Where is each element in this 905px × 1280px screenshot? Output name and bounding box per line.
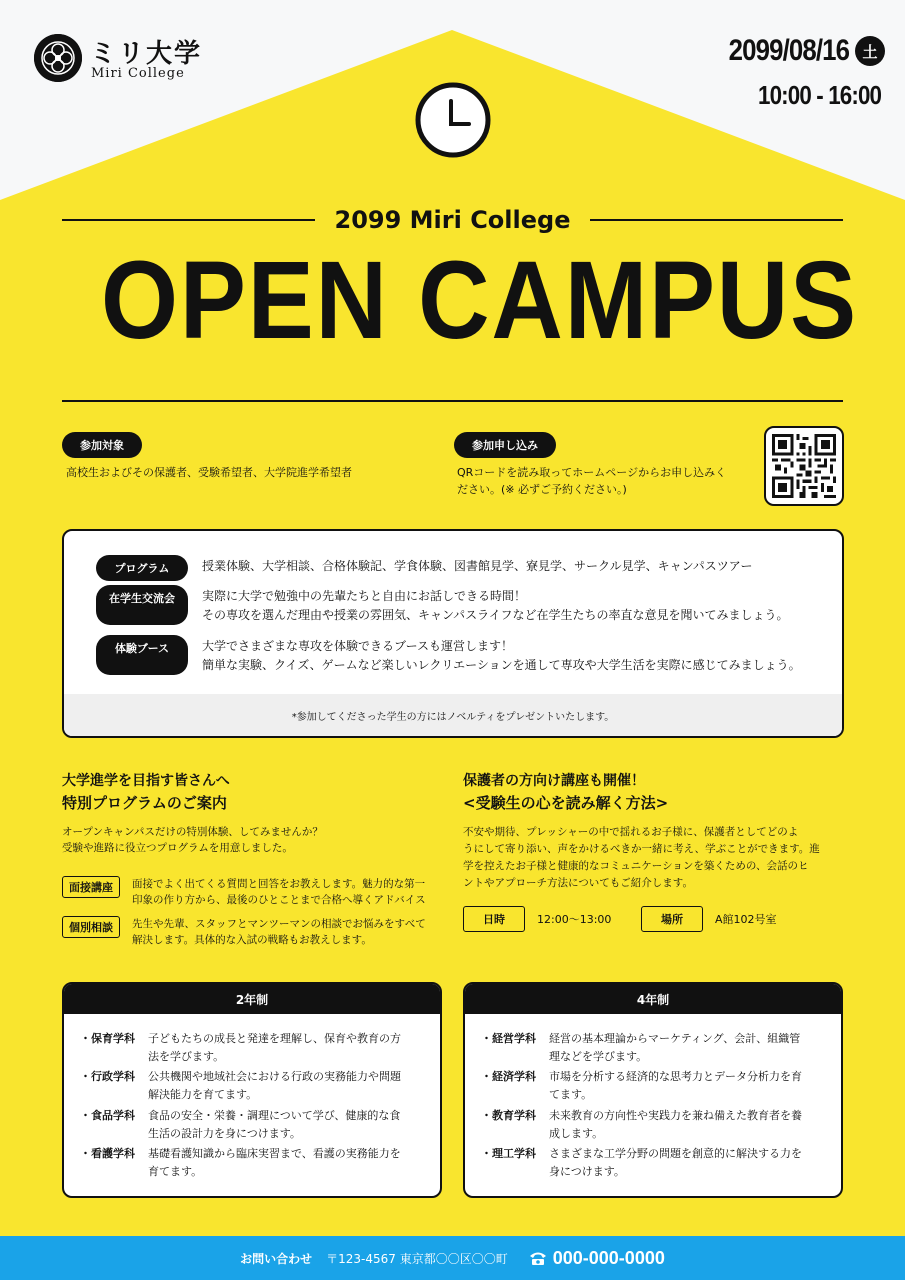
special-item-tag: 個別相談 bbox=[62, 916, 120, 938]
special-subtitle: 特別プログラムのご案内 bbox=[62, 794, 227, 812]
clock-icon bbox=[414, 81, 492, 159]
department-desc-line: 市場を分析する経済的な思考力とデータ分析力を育 bbox=[549, 1070, 802, 1083]
department-desc-line: 身につけます。 bbox=[549, 1165, 625, 1178]
event-date-row bbox=[709, 34, 885, 68]
department-desc bbox=[549, 1145, 802, 1181]
parents-text-line: ントやアプローチ方法についてもご紹介します。 bbox=[463, 877, 693, 889]
department-desc bbox=[148, 1107, 400, 1143]
parents-text-line: 学を控えたお子様と健康的なコミュニケーションを築くための、会話のヒ bbox=[463, 860, 809, 872]
program-text bbox=[202, 585, 788, 625]
department-name: ・経営学科 bbox=[481, 1032, 536, 1045]
department-name: ・行政学科 bbox=[80, 1070, 135, 1083]
special-item bbox=[62, 876, 426, 908]
parents-subtitle: <受験生の心を読み解く方法> bbox=[463, 794, 669, 812]
departments-2-year-heading: 2年制 bbox=[64, 984, 440, 1014]
divider-line bbox=[590, 219, 843, 221]
department-item bbox=[481, 1068, 821, 1104]
contact-phone[interactable] bbox=[528, 1248, 665, 1269]
novelty-note: *参加してくださった学生の方にはノベルティをプレゼントいたします。 bbox=[64, 694, 842, 736]
apply-label: 参加申し込み bbox=[454, 432, 556, 458]
contact-footer bbox=[0, 1236, 905, 1280]
place-value: A館102号室 bbox=[715, 913, 777, 926]
departments-2-year bbox=[62, 982, 442, 1198]
target-section bbox=[62, 432, 142, 458]
special-program-section bbox=[62, 770, 323, 856]
program-text-line: 大学でさまざまな専攻を体験できるブースも運営します！ bbox=[202, 639, 514, 653]
program-row bbox=[96, 635, 801, 675]
department-desc-line: 成します。 bbox=[549, 1127, 604, 1140]
department-name: ・保育学科 bbox=[80, 1032, 135, 1045]
event-time: 10:00 - 16:00 bbox=[757, 80, 881, 110]
place-label: 場所 bbox=[641, 906, 703, 932]
hero-title: OPEN CAMPUS bbox=[101, 239, 858, 362]
department-item bbox=[80, 1145, 420, 1181]
contact-address: 〒123-4567 東京都〇〇区〇〇町 bbox=[326, 1251, 508, 1266]
department-name: ・看護学科 bbox=[80, 1147, 135, 1160]
special-item-text bbox=[132, 916, 426, 948]
program-text bbox=[202, 635, 801, 675]
program-label: プログラム bbox=[96, 555, 188, 581]
special-intro-line: 受験や進路に役立つプログラムを用意しました。 bbox=[62, 842, 293, 854]
event-day-badge: 土 bbox=[855, 36, 885, 66]
special-item-tag: 面接講座 bbox=[62, 876, 120, 898]
parents-text-line: 不安や期待、プレッシャーの中で揺れるお子様に、保護者としてどのよ bbox=[463, 826, 799, 838]
department-name: ・教育学科 bbox=[481, 1109, 536, 1122]
program-text-line: 簡単な実験、クイズ、ゲームなど楽しいレクリエーションを通して専攻や大学生活を実際に感じてみましょう。 bbox=[202, 658, 801, 672]
event-date: 2099/08/16 bbox=[728, 34, 849, 67]
department-desc bbox=[549, 1107, 802, 1143]
department-desc-line: 子どもたちの成長と発達を理解し、保育や教育の方 bbox=[148, 1032, 401, 1045]
program-text-line: その専攻を選んだ理由や授業の雰囲気、キャンパスライフなど在学生たちの率直な意見を聞いてみましょう。 bbox=[202, 608, 789, 622]
department-desc bbox=[148, 1030, 401, 1066]
special-item bbox=[62, 916, 426, 948]
program-text-line: 実際に大学で勉強中の先輩たちと自由にお話しできる時間！ bbox=[202, 589, 527, 603]
program-text bbox=[202, 555, 752, 581]
department-item bbox=[80, 1030, 420, 1066]
program-label: 体験ブース bbox=[96, 635, 188, 675]
qr-code[interactable] bbox=[764, 426, 844, 506]
special-intro-line: オープンキャンパスだけの特別体験、してみませんか？ bbox=[62, 826, 323, 838]
department-desc bbox=[148, 1145, 401, 1181]
department-name: ・食品学科 bbox=[80, 1109, 135, 1122]
program-text-line: 授業体験、大学相談、合格体験記、学食体験、図書館見学、寮見学、サークル見学、キャンパスツアー bbox=[202, 559, 753, 573]
apply-section bbox=[454, 432, 556, 458]
department-desc-line: 生活の設計力を身につけます。 bbox=[148, 1127, 301, 1140]
college-name-jp: ミリ大学 bbox=[90, 39, 203, 69]
apply-text bbox=[457, 464, 726, 498]
program-label: 在学生交流会 bbox=[96, 585, 188, 625]
phone-icon bbox=[528, 1250, 548, 1266]
department-desc-line: 基礎看護知識から臨床実習まで、看護の実務能力を bbox=[148, 1147, 401, 1160]
special-item-line: 解決します。具体的な入試の戦略もお教えします。 bbox=[132, 934, 372, 946]
divider-line bbox=[62, 219, 315, 221]
department-desc-line: 未来教育の方向性や実践力を兼ね備えた教育者を養 bbox=[549, 1109, 802, 1122]
special-item-line: 印象の作り方から、最後のひとことまで合格へ導くアドバイス bbox=[132, 894, 426, 906]
department-desc-line: 法を学びます。 bbox=[148, 1050, 225, 1063]
special-title: 大学進学を目指す皆さんへ bbox=[62, 773, 230, 789]
college-logo-emblem bbox=[34, 34, 82, 82]
department-desc bbox=[549, 1068, 802, 1104]
department-item bbox=[80, 1107, 420, 1143]
contact-label: お問い合わせ bbox=[240, 1251, 313, 1266]
contact-phone-number: 000-000-0000 bbox=[552, 1247, 665, 1268]
hero-subtitle: 2099 Miri College bbox=[334, 206, 571, 234]
parents-text-line: うにして寄り添い、声をかけるべきか一緒に考え、学ぶことができます。進 bbox=[463, 843, 820, 855]
divider-line bbox=[62, 400, 843, 402]
department-desc-line: 経営の基本理論からマーケティング、会計、組織管 bbox=[549, 1032, 801, 1045]
program-row bbox=[96, 555, 752, 581]
department-item bbox=[481, 1107, 821, 1143]
department-desc-line: 理などを学びます。 bbox=[549, 1050, 648, 1063]
department-desc-line: さまざまな工学分野の問題を創意的に解決する力を bbox=[549, 1147, 802, 1160]
target-label: 参加対象 bbox=[62, 432, 142, 458]
college-name-en: Miri College bbox=[91, 66, 185, 81]
target-text: 高校生およびその保護者、受験希望者、大学院進学希望者 bbox=[66, 466, 352, 479]
department-desc bbox=[549, 1030, 800, 1066]
department-desc-line: 育てます。 bbox=[148, 1165, 203, 1178]
department-desc-line: 食品の安全・栄養・調理について学び、健康的な食 bbox=[148, 1109, 401, 1122]
parents-title: 保護者の方向け講座も開催！ bbox=[463, 773, 645, 789]
apply-text-line: QRコードを読み取ってホームページからお申し込みく bbox=[457, 466, 727, 479]
department-name: ・経済学科 bbox=[481, 1070, 536, 1083]
hero-subtitle-row bbox=[62, 206, 843, 234]
department-item bbox=[481, 1030, 821, 1066]
departments-4-year bbox=[463, 982, 843, 1198]
time-label: 日時 bbox=[463, 906, 525, 932]
special-item-text bbox=[132, 876, 426, 908]
departments-4-year-heading: 4年制 bbox=[465, 984, 841, 1014]
department-desc bbox=[148, 1068, 401, 1104]
program-box bbox=[62, 529, 844, 738]
department-name: ・理工学科 bbox=[481, 1147, 536, 1160]
department-desc-line: てます。 bbox=[549, 1088, 593, 1101]
parents-text bbox=[463, 824, 820, 892]
department-item bbox=[80, 1068, 420, 1104]
department-desc-line: 公共機関や地域社会における行政の実務能力や問題 bbox=[148, 1070, 401, 1083]
program-row bbox=[96, 585, 788, 625]
department-desc-line: 解決能力を育てます。 bbox=[148, 1088, 258, 1101]
parents-schedule bbox=[463, 906, 777, 932]
special-item-line: 面接でよく出てくる質問と回答をお教えします。魅力的な第一 bbox=[132, 878, 426, 890]
department-item bbox=[481, 1145, 821, 1181]
special-intro bbox=[62, 824, 323, 856]
special-item-line: 先生や先輩、スタッフとマンツーマンの相談でお悩みをすべて bbox=[132, 918, 426, 930]
parents-lecture-section bbox=[463, 770, 820, 892]
apply-text-line: ださい。(※ 必ずご予約ください。) bbox=[457, 483, 627, 496]
time-value: 12:00〜13:00 bbox=[537, 913, 612, 926]
